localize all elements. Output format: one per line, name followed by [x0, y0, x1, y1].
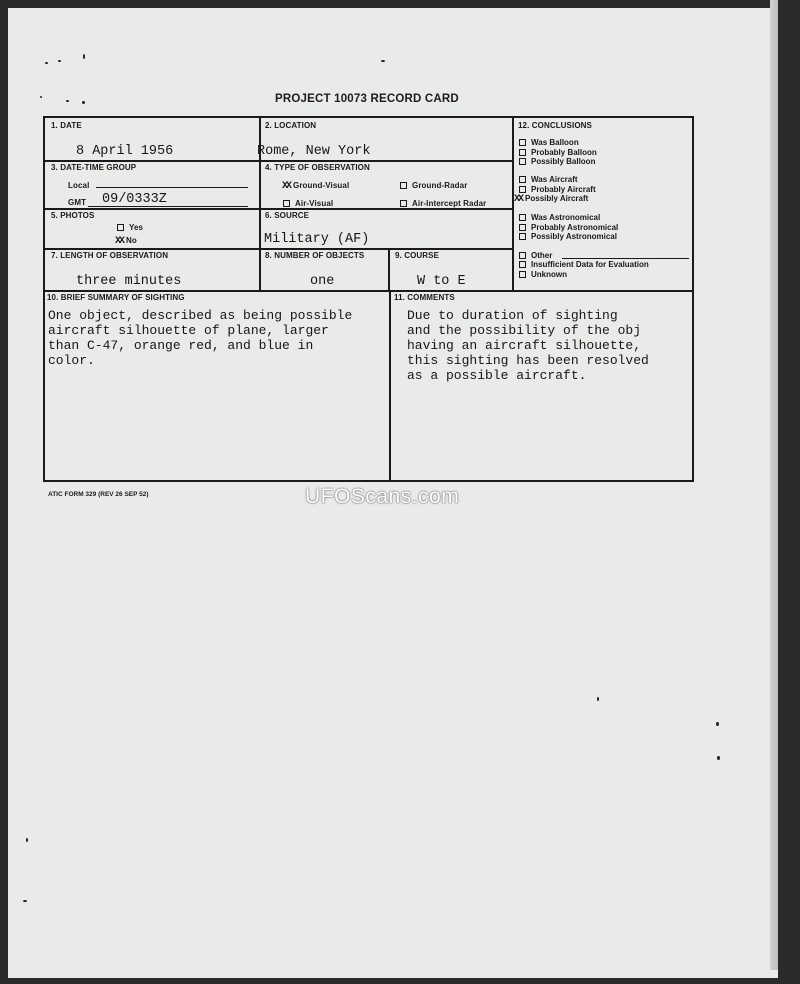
option-ground-visual [282, 181, 349, 192]
checkbox-icon [519, 139, 526, 146]
hline-row1 [43, 160, 513, 162]
scan-speck [597, 697, 599, 701]
comments-line: and the possibility of the obj [407, 323, 642, 338]
checkbox-icon [519, 224, 526, 231]
conclusions-label: 12. CONCLUSIONS [518, 121, 592, 130]
scan-speck [66, 100, 69, 102]
photos-no-label: No [126, 236, 137, 245]
course-label: 9. COURSE [395, 251, 440, 260]
scan-speck [381, 60, 385, 62]
conclusion-label: Other [531, 251, 553, 260]
scan-speck [26, 838, 28, 842]
summary-text [48, 308, 352, 368]
option-label: Air-Intercept Radar [412, 199, 487, 208]
number-of-objects-label: 8. NUMBER OF OBJECTS [265, 251, 365, 260]
photos-yes [117, 223, 143, 232]
conclusion-insufficient-data [519, 260, 649, 269]
gmt-label: GMT [68, 198, 87, 207]
summary-line: aircraft silhouette of plane, larger [48, 323, 329, 338]
option-label: Ground-Visual [293, 181, 350, 190]
option-ground-radar [400, 181, 467, 190]
scan-speck [716, 722, 719, 726]
conclusion-was-astronomical [519, 213, 600, 222]
conclusion-probably-balloon [519, 148, 597, 157]
comments-label: 11. COMMENTS [394, 293, 455, 302]
location-label: 2. LOCATION [265, 121, 317, 130]
checkbox-icon [400, 200, 407, 207]
sheet-edge [770, 0, 778, 970]
other-line [562, 258, 689, 259]
checkbox-icon [519, 186, 526, 193]
checkbox-icon [519, 271, 526, 278]
local-time-line [96, 187, 248, 188]
divider-col3 [388, 248, 390, 290]
check-mark: XX [282, 181, 291, 192]
date-label: 1. DATE [51, 121, 82, 130]
photos-label: 5. PHOTOS [51, 211, 95, 220]
checkbox-icon [519, 176, 526, 183]
source-value: Military (AF) [264, 232, 370, 247]
conclusion-label: Was Astronomical [531, 213, 601, 222]
scan-speck [717, 756, 720, 760]
conclusion-was-aircraft [519, 175, 578, 184]
conclusion-label: Insufficient Data for Evaluation [531, 260, 649, 269]
hline-row2 [43, 208, 513, 210]
hline-row4 [43, 290, 694, 292]
conclusion-probably-astronomical [519, 223, 618, 232]
checkbox-icon [117, 224, 124, 231]
conclusion-possibly-aircraft [514, 194, 588, 205]
comments-line: as a possible aircraft. [407, 368, 587, 383]
gmt-value: 09/0333Z [102, 192, 167, 207]
comments-line: this sighting has been resolved [407, 353, 649, 368]
divider-col1 [259, 116, 261, 290]
checkbox-icon [519, 261, 526, 268]
conclusion-label: Was Aircraft [531, 175, 578, 184]
scan-speck [58, 60, 61, 62]
comments-line: having an aircraft silhouette, [407, 338, 642, 353]
option-label: Air-Visual [295, 199, 334, 208]
check-mark: XX [115, 236, 124, 247]
checkbox-icon [519, 233, 526, 240]
divider-summary [389, 290, 391, 482]
date-time-group-label: 3. DATE-TIME GROUP [51, 163, 137, 172]
form-footer: ATIC FORM 329 (REV 26 SEP 52) [48, 491, 149, 498]
summary-label: 10. BRIEF SUMMARY OF SIGHTING [47, 293, 185, 302]
conclusion-label: Unknown [531, 270, 567, 279]
summary-line: than C-47, orange red, and blue in [48, 338, 314, 353]
conclusion-label: Was Balloon [531, 138, 579, 147]
length-of-observation-value: three minutes [76, 274, 182, 289]
scan-speck [45, 62, 48, 64]
conclusion-was-balloon [519, 138, 579, 147]
conclusion-label: Probably Balloon [531, 148, 597, 157]
option-air-intercept-radar [400, 199, 486, 208]
date-value: 8 April 1956 [76, 144, 174, 159]
checkbox-icon [519, 149, 526, 156]
scan-speck [40, 96, 42, 98]
source-label: 6. SOURCE [265, 211, 310, 220]
conclusion-label: Probably Astronomical [531, 223, 619, 232]
photos-yes-label: Yes [129, 223, 144, 232]
scan-speck [83, 54, 85, 59]
comments-text [407, 308, 649, 383]
conclusion-unknown [519, 270, 567, 279]
summary-line: color. [48, 353, 95, 368]
conclusion-label: Possibly Astronomical [531, 232, 617, 241]
conclusion-label: Probably Aircraft [531, 185, 596, 194]
checkbox-icon [519, 214, 526, 221]
course-value: W to E [417, 274, 466, 289]
checkbox-icon [283, 200, 290, 207]
conclusion-other [519, 251, 552, 260]
conclusion-possibly-astronomical [519, 232, 617, 241]
conclusion-probably-aircraft [519, 185, 596, 194]
scan-speck [82, 101, 85, 104]
length-of-observation-label: 7. LENGTH OF OBSERVATION [51, 251, 169, 260]
checkbox-icon [400, 182, 407, 189]
comments-line: Due to duration of sighting [407, 308, 618, 323]
hline-row3 [43, 248, 513, 250]
checkbox-icon [519, 252, 526, 259]
conclusion-label: Possibly Balloon [531, 157, 596, 166]
option-air-visual [283, 199, 333, 208]
summary-line: One object, described as being possible [48, 308, 353, 323]
option-label: Ground-Radar [412, 181, 468, 190]
type-of-observation-label: 4. TYPE OF OBSERVATION [265, 163, 370, 172]
card-title: PROJECT 10073 RECORD CARD [275, 93, 459, 105]
scan-speck [23, 900, 27, 902]
check-mark: XX [514, 194, 523, 205]
checkbox-icon [519, 158, 526, 165]
number-of-objects-value: one [310, 274, 335, 289]
photos-no [115, 236, 137, 247]
local-time-label: Local [68, 181, 90, 190]
location-value: Rome, New York [257, 144, 371, 159]
conclusion-label: Possibly Aircraft [525, 194, 589, 203]
watermark: UFOScans.com [305, 485, 460, 508]
conclusion-possibly-balloon [519, 157, 595, 166]
